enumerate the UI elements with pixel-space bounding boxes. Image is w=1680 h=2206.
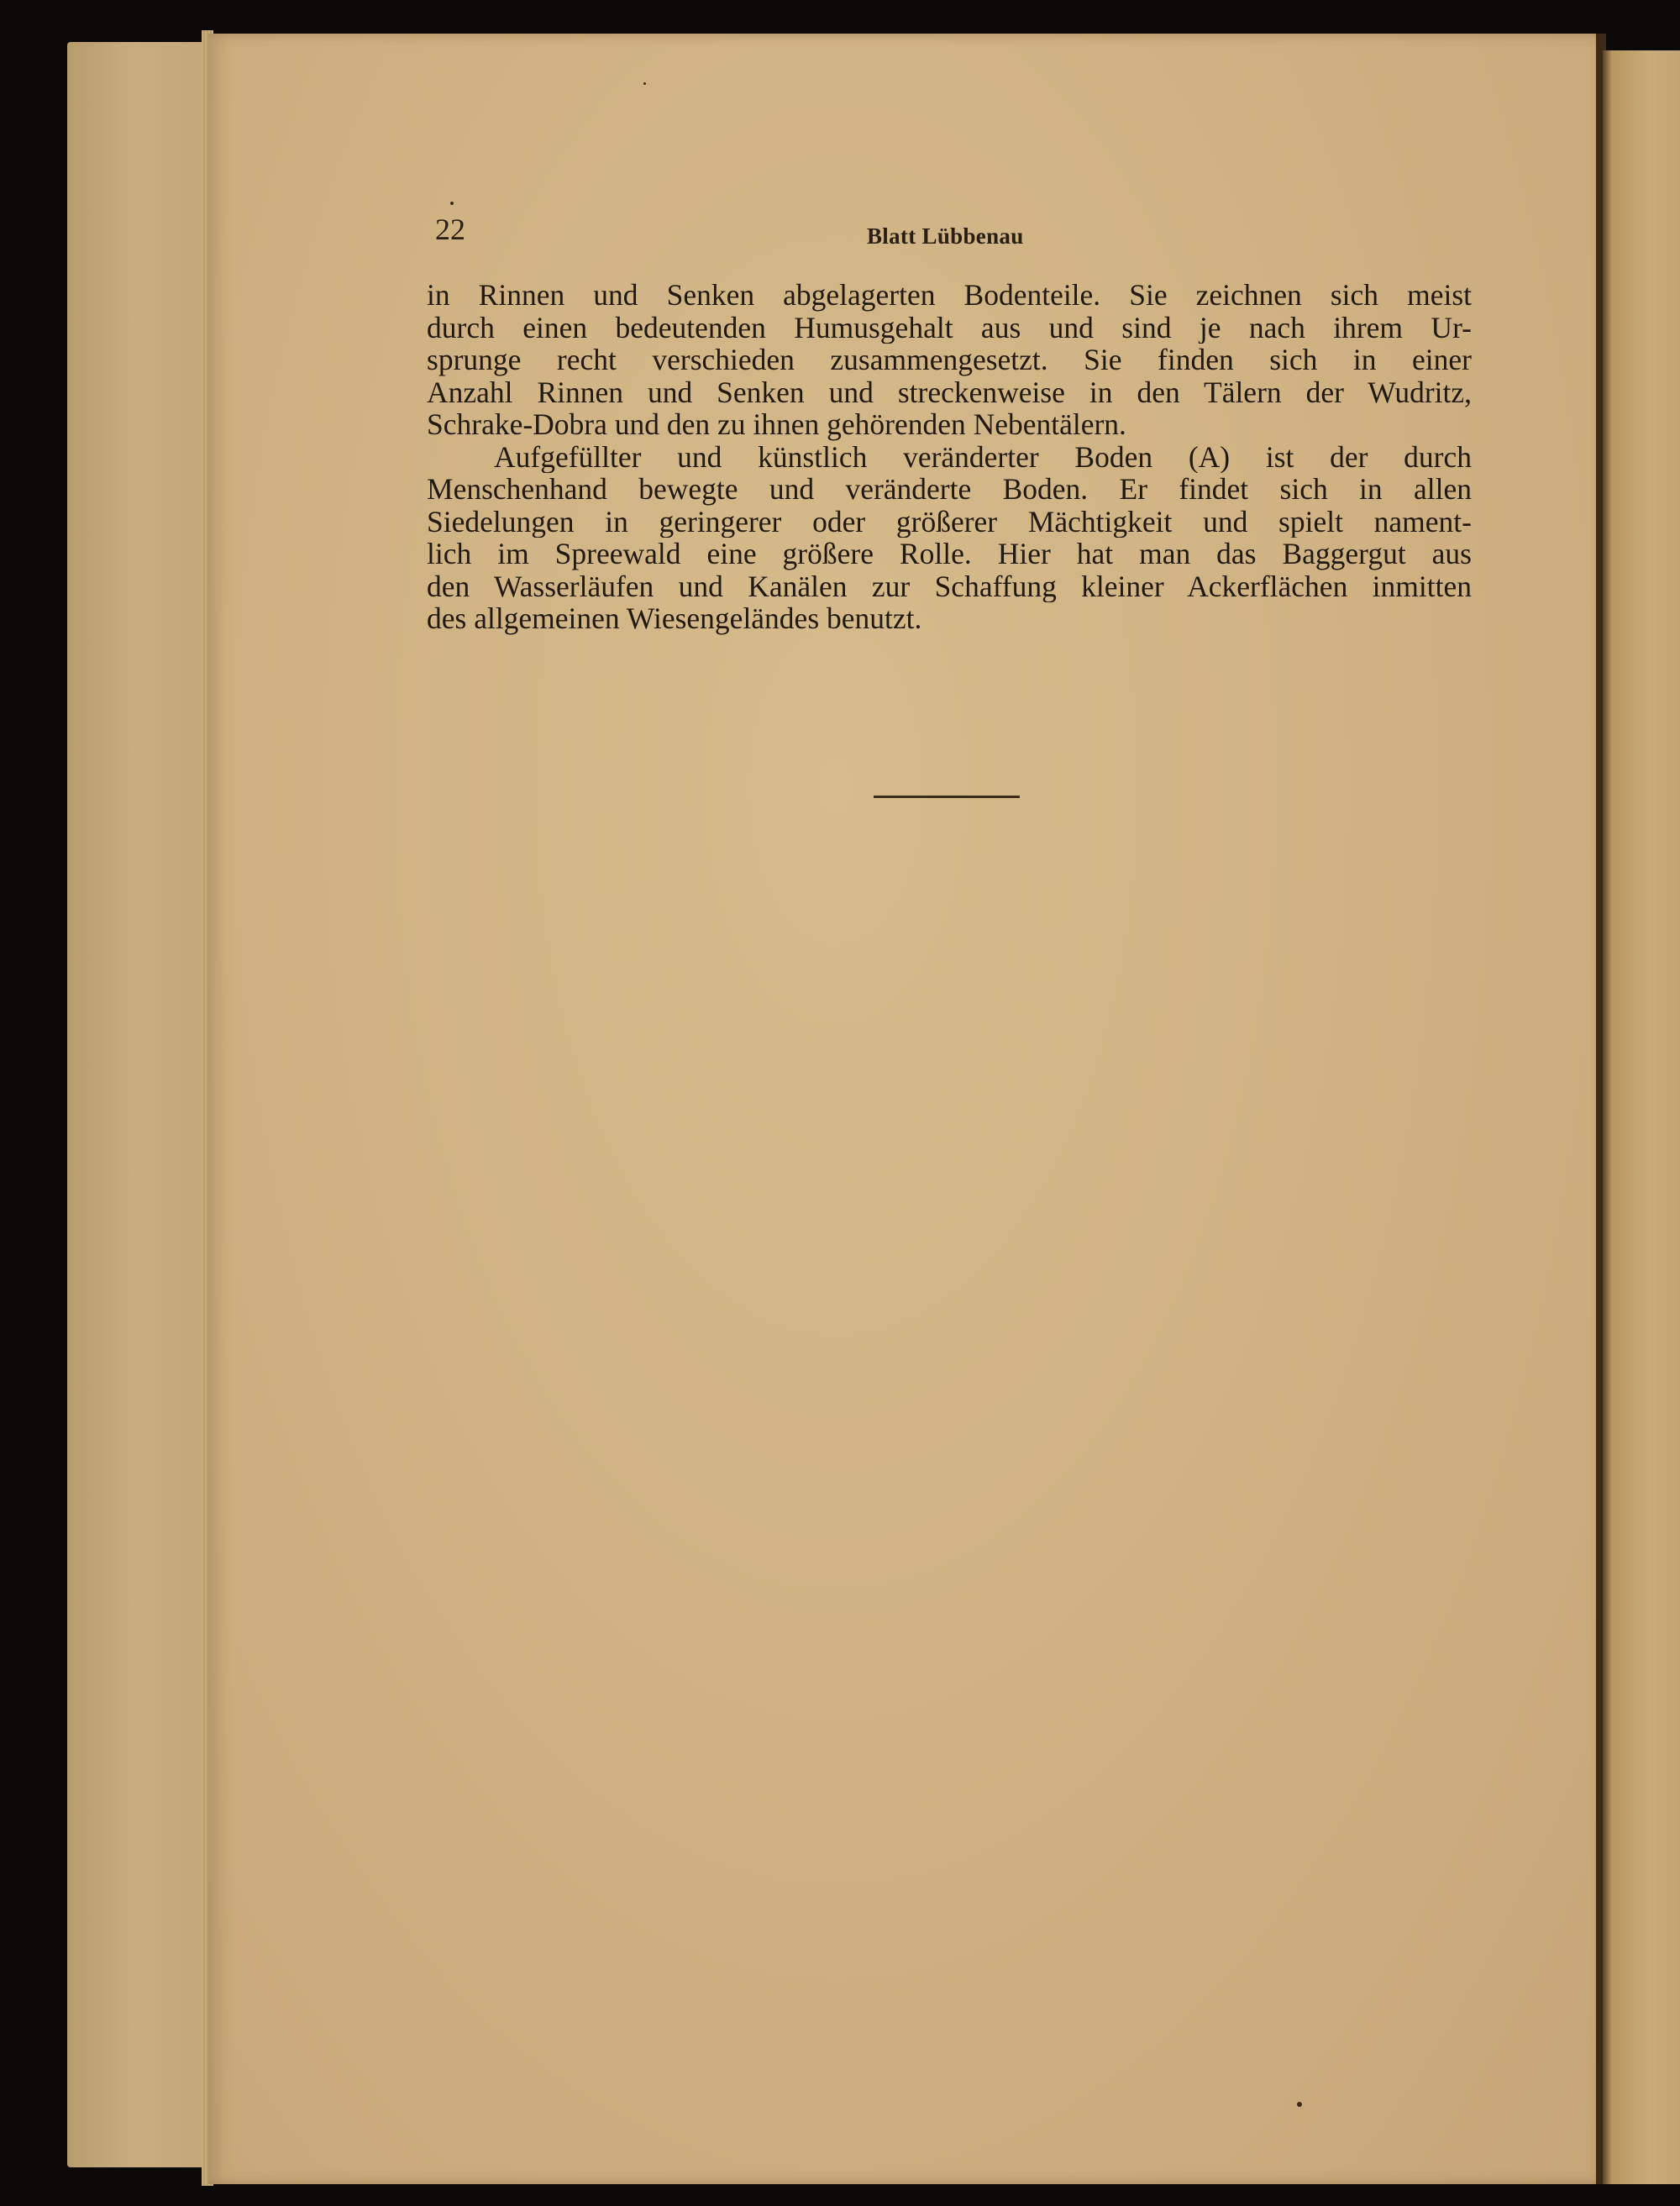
text-line: Menschenhand bewegte und veränderte Boden. Er findet sich in allen (427, 473, 1472, 506)
paragraph-2 (427, 441, 1472, 635)
text-line: Schrake-Dobra und den zu ihnen gehörenden Nebentälern. (427, 408, 1126, 441)
paper-speck (643, 82, 646, 85)
text-line: in Rinnen und Senken abgelagerten Bodenteile. Sie zeichnen sich meist (427, 279, 1472, 312)
text-line: sprunge recht verschieden zusammengesetzt. Sie finden sich in einer (427, 344, 1472, 376)
text-line: lich im Spreewald eine größere Rolle. Hier hat man das Baggergut aus (427, 538, 1472, 570)
body-text (427, 279, 1472, 635)
paper-speck (1297, 2102, 1302, 2107)
facing-page-edge (1603, 50, 1680, 2184)
running-title: Blatt Lübbenau (867, 223, 1024, 249)
text-line: Aufgefüllter und künstlich veränderter Boden (A) ist der durch (494, 440, 1472, 473)
section-end-rule (874, 796, 1020, 798)
page-header (435, 212, 1477, 254)
text-line: Siedelungen in geringerer oder größerer Mächtigkeit und spielt nament- (427, 505, 1472, 538)
page-number: 22 (435, 213, 465, 246)
text-line: Anzahl Rinnen und Senken und streckenweise in den Tälern der Wudritz, (427, 376, 1472, 408)
text-line: durch einen bedeutenden Humusgehalt aus und sind je nach ihrem Ur- (427, 311, 1472, 344)
underlying-page-stack (67, 42, 218, 2167)
text-line: des allgemeinen Wiesengeländes benutzt. (427, 602, 922, 635)
paragraph-1 (427, 279, 1472, 441)
text-line: den Wasserläufen und Kanälen zur Schaffung kleiner Ackerflächen inmitten (427, 570, 1472, 602)
paper-speck (450, 202, 454, 205)
